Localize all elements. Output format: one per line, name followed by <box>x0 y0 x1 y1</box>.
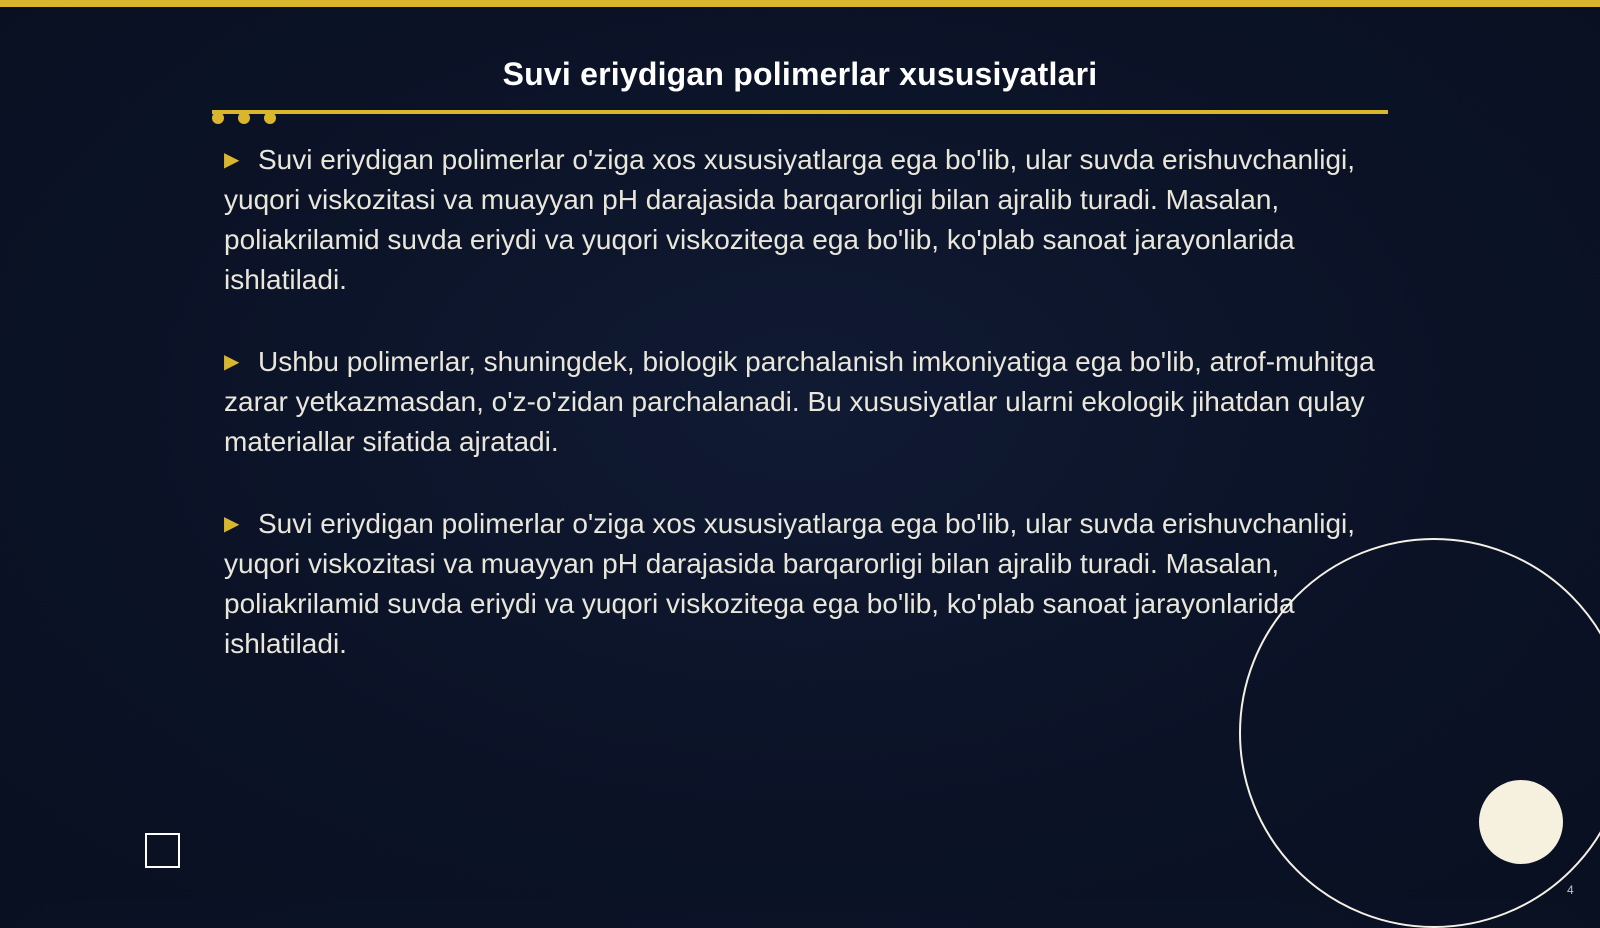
bullet-item <box>224 140 1384 300</box>
decorative-circle-outline <box>1239 538 1600 928</box>
bullet-list <box>224 140 1384 706</box>
decorative-square <box>145 833 180 868</box>
decorative-dot <box>264 112 276 124</box>
bullet-item <box>224 504 1384 664</box>
bullet-text: Ushbu polimerlar, shuningdek, biologik parchalanish imkoniyatiga ega bo'lib, atrof-muhitga zarar yetkazmasdan, o'z-o'zidan parchalanadi. Bu xususiyatlar ularni ekologik jihatdan qulay materiallar sifatida ajratadi. <box>224 346 1375 457</box>
top-accent-bar <box>0 0 1600 7</box>
bullet-item <box>224 342 1384 462</box>
title-underline <box>212 110 1388 114</box>
bullet-text: Suvi eriydigan polimerlar o'ziga xos xususiyatlarga ega bo'lib, ular suvda erishuvchanligi, yuqori viskozitasi va muayyan pH darajasida barqarorligi bilan ajralib turadi. Masalan, poliakrilamid suvda eriydi va yuqori viskozitega ega bo'lib, ko'plab sanoat jarayonlarida ishlatiladi. <box>224 508 1356 659</box>
triangle-bullet-icon: ▶ <box>224 351 240 373</box>
bullet-text: Suvi eriydigan polimerlar o'ziga xos xususiyatlarga ega bo'lib, ular suvda erishuvchanligi, yuqori viskozitasi va muayyan pH darajasida barqarorligi bilan ajralib turadi. Masalan, poliakrilamid suvda eriydi va yuqori viskozitega ega bo'lib, ko'plab sanoat jarayonlarida ishlatiladi. <box>224 144 1356 295</box>
decorative-dot <box>238 112 250 124</box>
triangle-bullet-icon: ▶ <box>224 149 240 171</box>
decorative-filled-circle <box>1479 780 1563 864</box>
slide-title: Suvi eriydigan polimerlar xususiyatlari <box>502 56 1098 92</box>
triangle-bullet-icon: ▶ <box>224 513 240 535</box>
decorative-dot <box>212 112 224 124</box>
page-number: 4 <box>1567 883 1574 897</box>
